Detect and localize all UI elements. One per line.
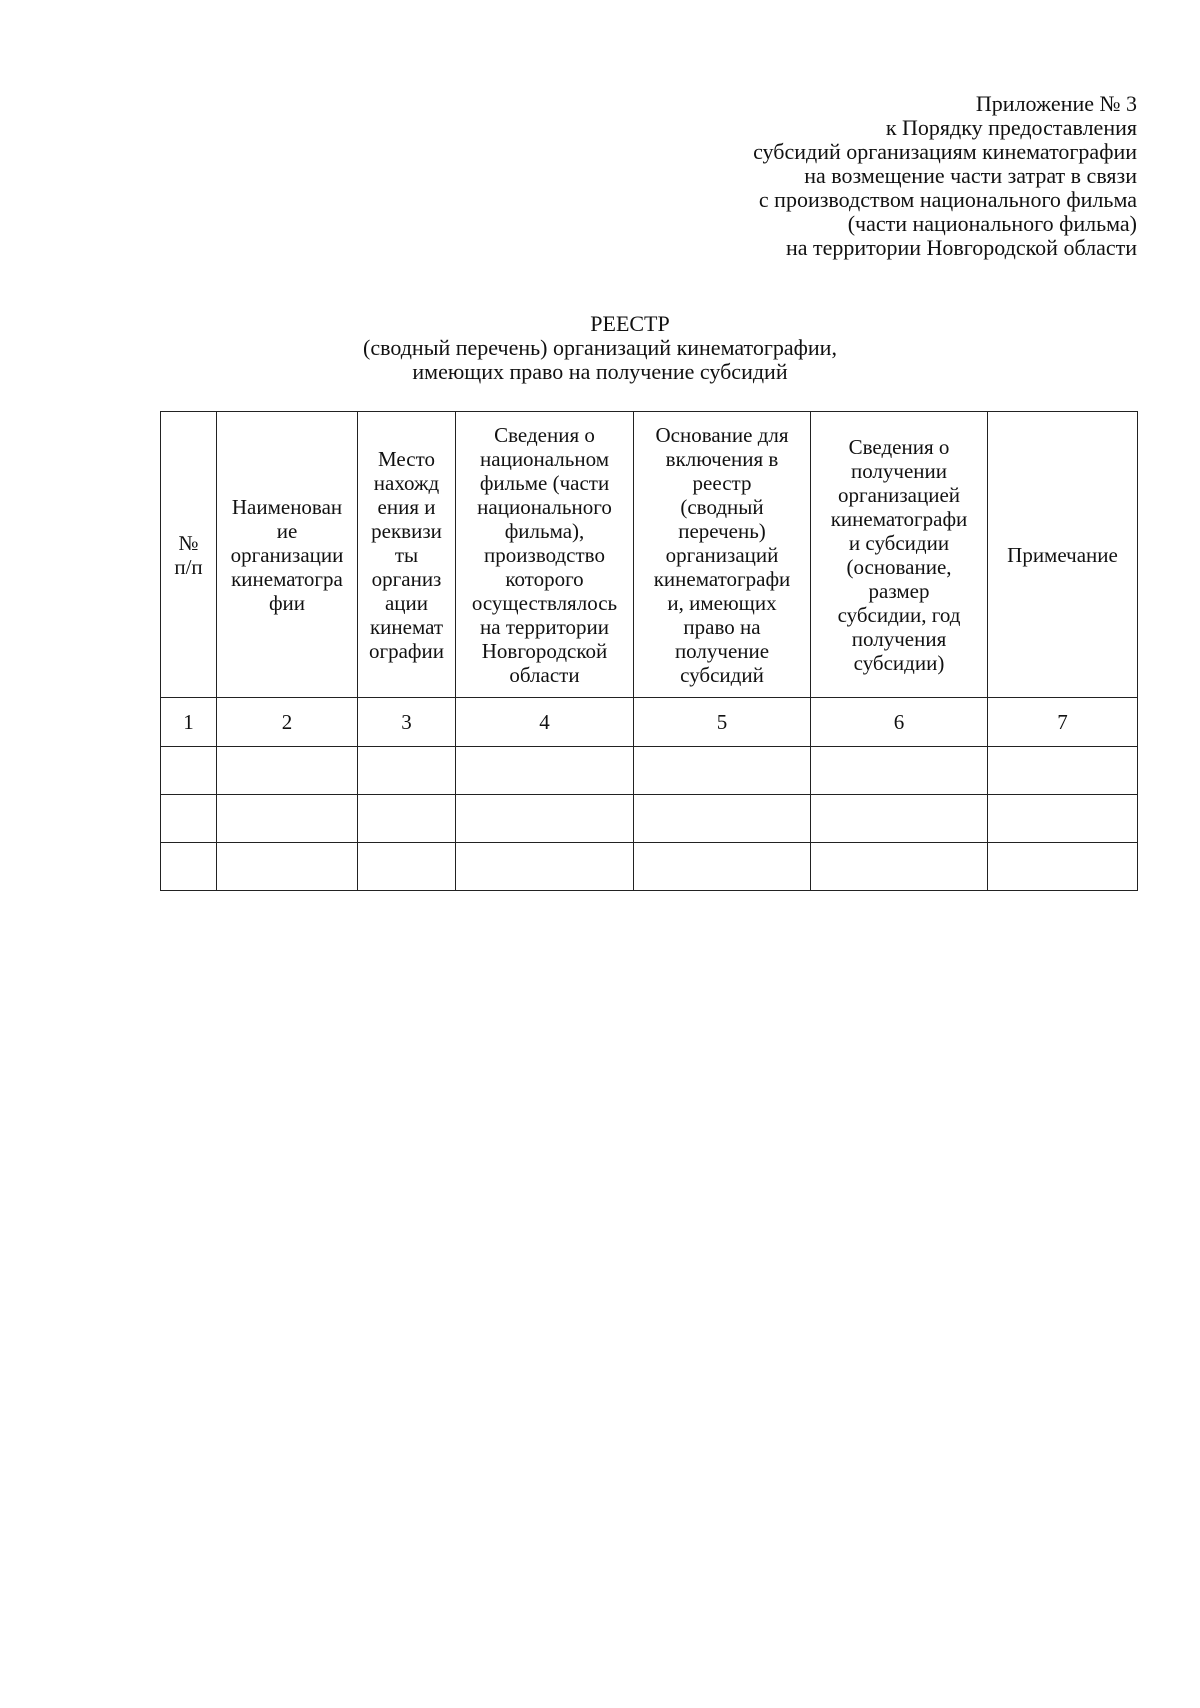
column-number: 5 xyxy=(634,698,811,747)
column-header-line: № xyxy=(178,530,199,555)
column-header-line: право на xyxy=(683,614,761,639)
column-header-line: которого xyxy=(505,566,584,591)
column-header-line: ения и xyxy=(377,494,436,519)
column-header-line: на территории xyxy=(480,614,609,639)
appendix-line: Приложение № 3 xyxy=(975,91,1137,116)
column-number: 6 xyxy=(811,698,988,747)
column-header-line: ографии xyxy=(368,638,445,663)
column-header-line: кинемат xyxy=(369,614,444,639)
column-header-line: фильме (части xyxy=(479,470,610,495)
table-cell xyxy=(811,795,988,843)
table-cell xyxy=(161,843,217,891)
table-cell xyxy=(811,747,988,795)
column-header-line: перечень) xyxy=(678,518,766,543)
column-header-line: кинематографи xyxy=(653,566,791,591)
column-number: 4 xyxy=(456,698,634,747)
column-header-line: субсидий xyxy=(680,662,764,687)
column-header-line: организации xyxy=(230,542,344,567)
appendix-line: с производством национального фильма xyxy=(758,187,1137,212)
table-cell xyxy=(358,747,456,795)
column-header-line: ации xyxy=(384,590,429,615)
column-header-line: (сводный xyxy=(680,494,764,519)
table-cell xyxy=(358,843,456,891)
column-number: 2 xyxy=(217,698,358,747)
column-header-line: Сведения о xyxy=(848,434,950,459)
table-cell xyxy=(161,747,217,795)
column-header-1 xyxy=(161,412,217,698)
column-header-line: Примечание xyxy=(1007,542,1118,567)
table-cell xyxy=(456,795,634,843)
column-header-line: получении xyxy=(850,458,948,483)
column-header-line: реестр xyxy=(692,470,752,495)
column-header-line: (основание, xyxy=(846,554,952,579)
column-header-5 xyxy=(634,412,811,698)
column-header-line: включения в xyxy=(665,446,779,471)
column-header-line: фильма), xyxy=(504,518,585,543)
column-header-line: размер xyxy=(868,578,930,603)
column-header-line: кинематографи xyxy=(830,506,968,531)
table-cell xyxy=(456,747,634,795)
column-header-line: субсидии, год xyxy=(837,602,961,627)
column-header-line: и, имеющих xyxy=(667,590,777,615)
appendix-line: на возмещение части затрат в связи xyxy=(804,163,1137,188)
column-header-line: производство xyxy=(484,542,605,567)
column-header-line: субсидии) xyxy=(853,650,945,675)
table-cell xyxy=(634,747,811,795)
table-cell xyxy=(634,843,811,891)
column-header-line: кинематогра xyxy=(231,566,343,591)
title-subtitle: имеющих право на получение субсидий xyxy=(412,359,788,384)
table-cell xyxy=(217,747,358,795)
column-header-line: организаций xyxy=(665,542,779,567)
column-header-line: организацией xyxy=(837,482,961,507)
table-cell xyxy=(217,843,358,891)
column-header-line: национального xyxy=(477,494,612,519)
appendix-line: субсидий организациям кинематографии xyxy=(753,139,1137,164)
title-subtitle: (сводный перечень) организаций кинематографии, xyxy=(363,335,837,360)
column-header-7 xyxy=(988,412,1138,698)
table-row xyxy=(161,843,1138,891)
appendix-line: к Порядку предоставления xyxy=(885,115,1137,140)
column-header-line: ты xyxy=(394,542,419,567)
column-header-line: Сведения о xyxy=(494,422,595,447)
column-header-line: осуществлялось xyxy=(471,590,618,615)
title-main: РЕЕСТР xyxy=(590,311,670,336)
table-cell xyxy=(634,795,811,843)
column-header-line: Основание для xyxy=(655,422,789,447)
table-cell xyxy=(217,795,358,843)
column-number: 1 xyxy=(161,698,217,747)
table-header-row xyxy=(161,412,1138,698)
column-header-line: фии xyxy=(268,590,306,615)
column-header-2 xyxy=(217,412,358,698)
column-header-line: национальном xyxy=(480,446,609,471)
registry-table xyxy=(160,411,1138,891)
column-header-line: получения xyxy=(851,626,947,651)
column-header-line: получение xyxy=(674,638,770,663)
column-number: 3 xyxy=(358,698,456,747)
table-cell xyxy=(358,795,456,843)
table-cell xyxy=(161,795,217,843)
document-title xyxy=(0,312,1200,384)
column-header-line: ие xyxy=(276,518,298,543)
table-row xyxy=(161,747,1138,795)
column-header-line: Место xyxy=(378,446,435,471)
table-cell xyxy=(811,843,988,891)
column-header-line: области xyxy=(509,662,580,687)
column-header-6 xyxy=(811,412,988,698)
column-header-4 xyxy=(456,412,634,698)
column-number: 7 xyxy=(988,698,1138,747)
table-cell xyxy=(988,747,1138,795)
column-header-line: реквизи xyxy=(371,518,442,543)
column-header-line: п/п xyxy=(174,554,203,579)
appendix-line: на территории Новгородской области xyxy=(785,235,1137,260)
appendix-header xyxy=(753,92,1137,260)
appendix-line: (части национального фильма) xyxy=(847,211,1137,236)
column-header-line: нахожд xyxy=(373,470,440,495)
column-number-row xyxy=(161,698,1138,747)
table-row xyxy=(161,795,1138,843)
table-cell xyxy=(988,795,1138,843)
table-cell xyxy=(988,843,1138,891)
table-cell xyxy=(456,843,634,891)
column-header-3 xyxy=(358,412,456,698)
column-header-line: и субсидии xyxy=(848,530,950,555)
column-header-line: Наименован xyxy=(231,494,343,519)
column-header-line: Новгородской xyxy=(481,638,608,663)
column-header-line: организ xyxy=(371,566,442,591)
